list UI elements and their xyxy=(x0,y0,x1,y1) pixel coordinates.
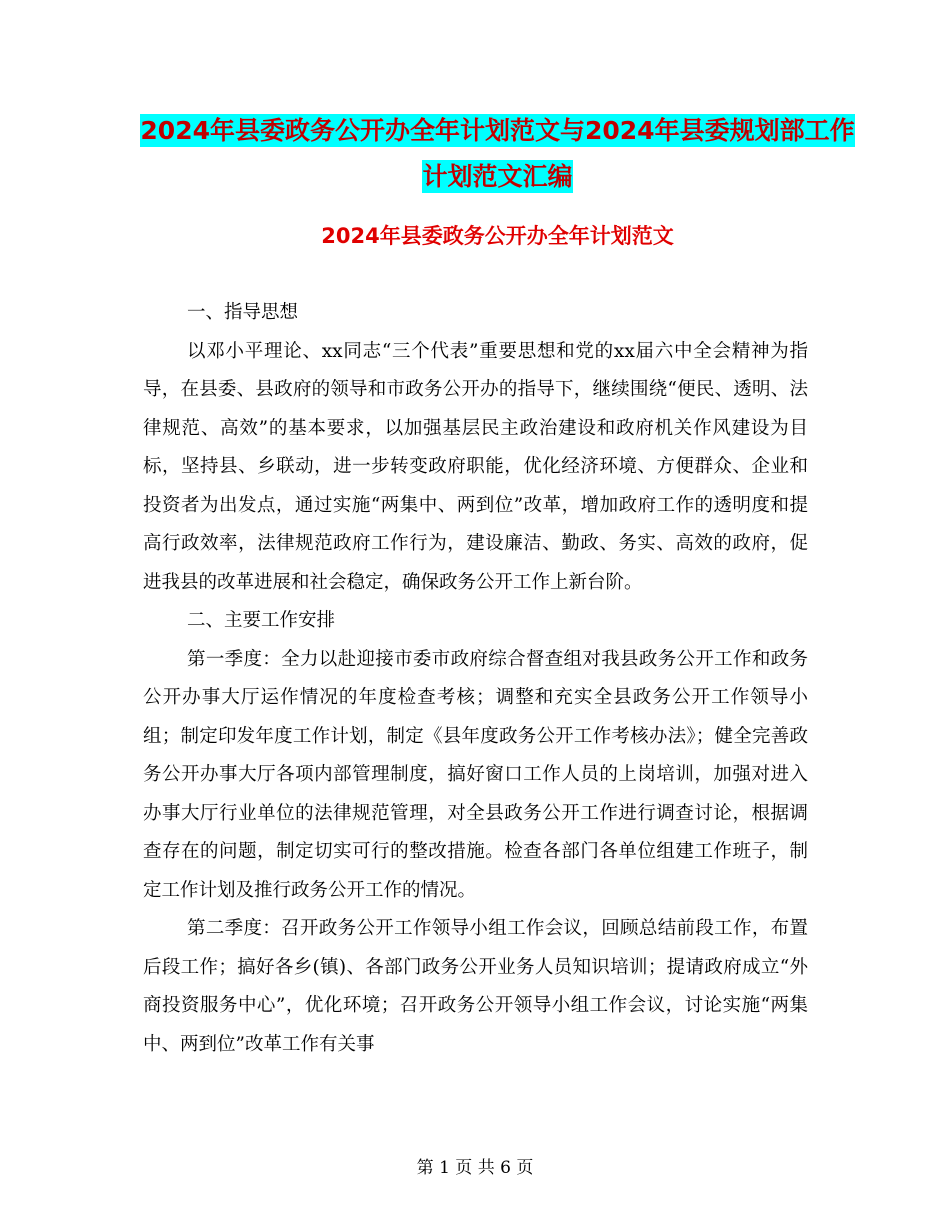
page-footer: 第 1 页 共 6 页 xyxy=(416,1158,534,1178)
section-title: 2024年县委政务公开办全年计划范文 xyxy=(321,224,674,248)
section-heading: 二、主要工作安排 xyxy=(187,610,336,631)
section-heading: 一、指导思想 xyxy=(187,302,299,323)
body-paragraph: 以邓小平理论、xx同志“三个代表”重要思想和党的xx届六中全会精神为指导，在县委、县政府的领导和市政务公开办的指导下，继续围绕“便民、透明、法律规范、高效”的基本要求，以加强基层民主政治建设和政府机关作风建设为目标，坚持县、乡联动，进一步转变政府职能，优化经济环境、方便群众、企业和投资者为出发点，通过实施“两集中、两到位”改革，增加政府工作的透明度和提高行政效率，法律规范政府工作行为，建设廉洁、勤政、务实、高效的政府，促进我县的改革进展和社会稳定，确保政务公开工作上新台阶。 xyxy=(143,340,808,593)
document-body xyxy=(143,294,808,1064)
document-title-text: 2024年县委政务公开办全年计划范文与2024年县委规划部工作计划范文汇编 xyxy=(140,116,855,191)
body-paragraph: 第一季度：全力以赴迎接市委市政府综合督查组对我县政务公开工作和政务公开办事大厅运作情况的年度检查考核；调整和充实全县政务公开工作领导小组；制定印发年度工作计划，制定《县年度政务公开工作考核办法》；健全完善政务公开办事大厅各项内部管理制度，搞好窗口工作人员的上岗培训，加强对进入办事大厅行业单位的法律规范管理，对全县政务公开工作进行调查讨论，根据调查存在的问题，制定切实可行的整改措施。检查各部门各单位组建工作班子，制定工作计划及推行政务公开工作的情况。 xyxy=(143,648,808,901)
body-paragraph: 第二季度：召开政务公开工作领导小组工作会议，回顾总结前段工作，布置后段工作；搞好各乡(镇)、各部门政务公开业务人员知识培训；提请政府成立“外商投资服务中心”，优化环境；召开政务公开领导小组工作会议，讨论实施“两集中、两到位”改革工作有关事 xyxy=(143,918,808,1055)
document-title xyxy=(140,108,855,200)
